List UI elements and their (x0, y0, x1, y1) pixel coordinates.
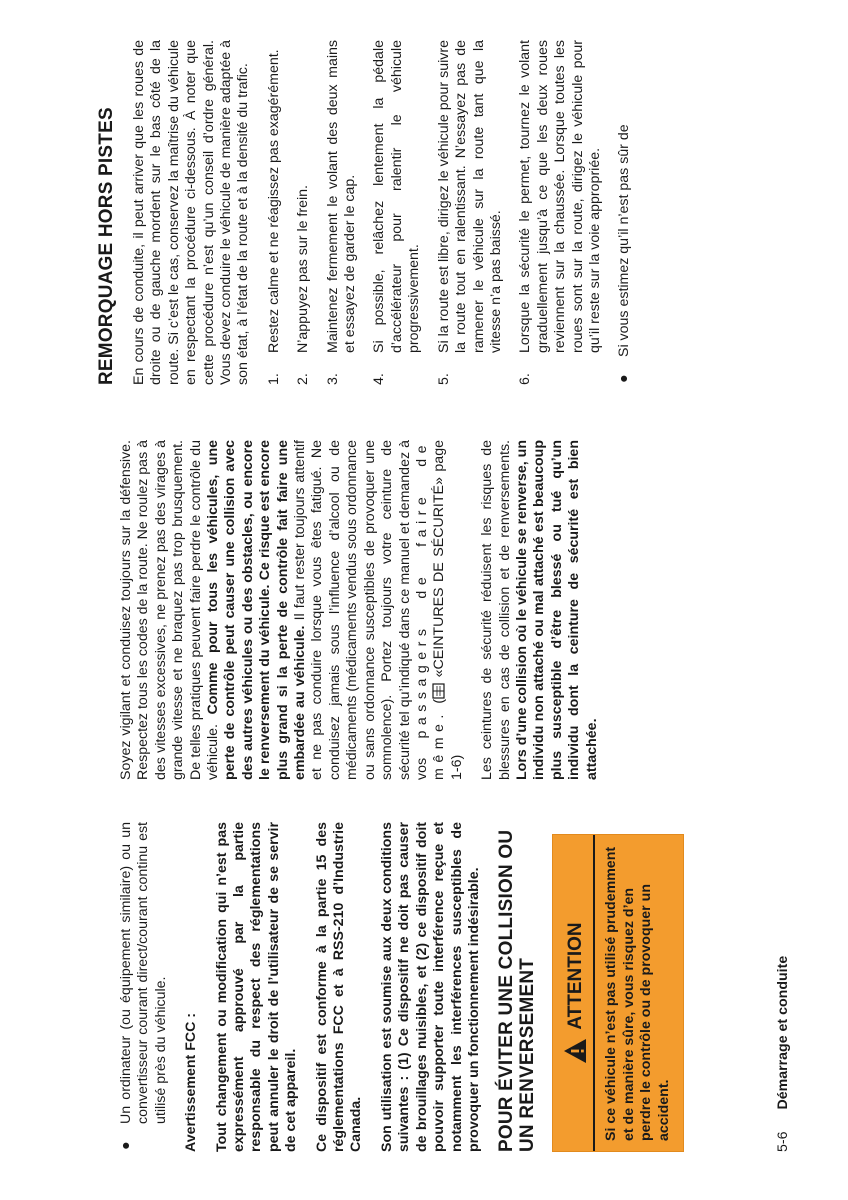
step-item (436, 40, 506, 385)
attention-header (553, 835, 595, 1151)
warning-triangle-icon (563, 1038, 587, 1064)
seatbelt-paragraph (479, 440, 601, 780)
step-item (266, 40, 283, 385)
seatbelt-text-a: Les ceintures de sécurité réduisent les risques de blessures en cas de collision et de renversements. (479, 440, 513, 780)
fcc-paragraph-1: Tout changement ou modification qui n’est pas expressément approuvé par la partie responsable du respect des réglementations peut annuler le droit de l’utilisateur de se servir de cet appareil. (213, 822, 300, 1152)
attention-box (552, 834, 684, 1152)
driving-paragraph (118, 440, 466, 780)
last-bullet-text: Si vous estimez qu’il n’est pas sûr de (616, 124, 633, 357)
attention-label: ATTENTION (564, 922, 586, 1030)
fcc-paragraph-3: Son utilisation est soumise aux deux conditions suivantes : (1) Ce dispositif ne doit pas causer de brouillages nuisibles, et (2) ce dispositif doit pouvoir supporter toute interférence reçue et notamment les interférences susceptibles de provoquer un fonctionnement indésirable. (378, 822, 482, 1152)
step-item (517, 40, 604, 385)
step-item (325, 40, 360, 385)
page-footer (775, 956, 791, 1152)
step-number: 5. (435, 373, 452, 385)
step-number: 3. (324, 373, 341, 385)
paren-open: ( (431, 698, 448, 704)
step-text: Lorsque la sécurité le permet, tournez le volant graduellement jusqu’à ce que les deux roues reviennent sur la chaussée. Lorsque toutes les roues sont sur la route, dirigez le véhicule pour qu’il reste sur la voie appropriée. (517, 40, 603, 353)
fcc-heading: Avertissement FCC : (183, 1012, 200, 1152)
step-text: Si la route est libre, dirigez le véhicule pour suivre la route tout en ralentissant. N’essayez pas de ramener le véhicule sur la route tant que la vitesse n’a pas baissé. (435, 40, 504, 353)
column-right (96, 40, 647, 385)
step-item (295, 40, 312, 385)
bullet-item (118, 822, 170, 1152)
driving-text-c: Il faut rester toujours attentif et ne pas conduire lorsque vous êtes fatigué. Ne conduisez jamais sous l’influence d’alcool ou de médicaments (médicaments vendus sous ordonnance ou sans ordonnance susceptibles de provoquer une somnolence). Portez toujours votre ceinture de sécurité tel qu’indiqué dans ce manuel et demandez à vos (292, 440, 430, 780)
step-text: Maintenez fermement le volant des deux mains et essayez de garder le cap. (324, 40, 359, 353)
section-name: Démarrage et conduite (775, 955, 791, 1110)
offroad-intro: En cours de conduite, il peut arriver que les roues de droite ou de gauche mordent sur le bas côté de la route. Si c’est le cas, conservez la maîtrise du véhicule en respectant la procédure ci-dessous. À noter que cette procédure n’est qu’un conseil d’ordre général. Vous devez conduire le véhicule de manière adaptée à son état, à l’état de la route et à la densité du trafic. (131, 40, 252, 385)
reference-book-icon (432, 683, 445, 699)
step-number: 1. (265, 373, 282, 385)
step-text: Si possible, relâchez lentement la pédale d’accélérateur pour ralentir le véhicule progressivement. (371, 40, 423, 353)
bullet-dot-icon: ● (118, 1141, 134, 1150)
offroad-title: REMORQUAGE HORS PISTES (96, 107, 117, 385)
column-middle (118, 440, 614, 780)
step-number: 4. (371, 373, 388, 385)
steps-list (266, 40, 605, 385)
step-number: 2. (295, 373, 312, 385)
last-bullet-item (616, 40, 633, 385)
driving-text-spaced: passagers de faire de même. (413, 440, 448, 780)
driving-text-a: Soyez vigilant et conduisez toujours sur la défensive. Respectez tous les codes de la route. Ne roulez pas à des vitesses excessives, ne prenez pas des virages à grande vitesse et ne braquez pas trop brusquement. De telles pratiques peuvent faire perdre le contrôle du véhicule. (118, 440, 222, 780)
step-text: Restez calme et ne réagissez pas exagérément. (265, 49, 282, 353)
step-item (371, 40, 423, 385)
step-text: N’appuyez pas sur le frein. (295, 185, 312, 353)
fcc-paragraph-2: Ce dispositif est conforme à la partie 15 des réglementations FCC et à RSS-210 d’Industrie Canada. (313, 822, 365, 1152)
bullet-dot-icon: ● (616, 374, 633, 383)
section-title: POUR ÉVITER UNE COLLISION OU UN RENVERSEMENT (496, 829, 539, 1152)
step-number: 6. (517, 373, 534, 385)
driving-text-bold: Comme pour tous les véhicules, une perte de contrôle peut causer une collision avec des autres véhicules ou des obstacles, ou encore le renversement du véhicule. Ce risque est encore plus grand si la perte de contrôle fait faire une embardée au véhicule. (205, 439, 309, 780)
page-number: 5-6 (775, 1131, 791, 1152)
bullet-text: Un ordinateur (ou équipement similaire) ou un convertisseur courant direct/courant continu est utilisé près du véhicule. (118, 822, 169, 1124)
attention-text: Si ce véhicule n’est pas utilisé prudemment et de manière sûre, vous risquez d’en perdre le contrôle ou de provoquer un accident. (603, 846, 672, 1141)
column-left (118, 822, 684, 1152)
reference-link[interactable]: «CEINTURES DE SÉCURITÉ» page 1-6) (431, 440, 465, 780)
seatbelt-text-bold: Lors d’une collision où le véhicule se renverse, un individu non attaché ou mal attaché est beaucoup plus susceptible d’être blessé ou tué qu’un individu dont la ceinture de sécurité est bien attachée. (513, 440, 600, 780)
